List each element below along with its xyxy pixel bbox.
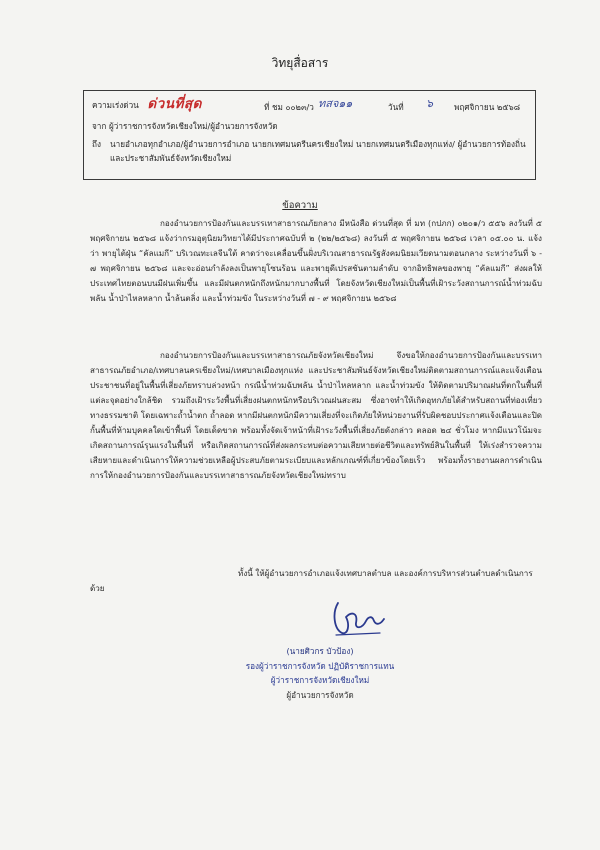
urgency-row	[92, 97, 529, 119]
signatory-position-1: รองผู้ว่าราชการจังหวัด ปฏิบัติราชการแทน	[245, 660, 395, 671]
urgency-label: ความเร่งด่วน	[92, 100, 139, 110]
from-row	[92, 119, 529, 137]
to-label: ถึง	[92, 139, 101, 149]
paragraph-2: กองอำนวยการป้องกันและบรรเทาสาธารณภัยจังหวัดเชียงใหม่ จึงขอให้กองอำนวยการป้องกันและบรรเทาสาธารณภัยอำเภอ/เทศบาลนครเชียงใหม่/เทศบาลเมืองทุกแห่ง และประชาสัมพันธ์จังหวัดเชียงใหม่ติดตามสถานการณ์และแจ้งเตือนประชาชนที่อยู่ในพื้นที่เสี่ยงภัยทราบล่วงหน้า กรณีน้ำท่วมฉับพลัน น้ำป่าไหลหลาก และน้ำท่วมขัง ให้ติดตามปริมาณฝนที่ตกในพื้นที่แต่ละจุดอย่างใกล้ชิด รวมถึงเฝ้าระวังพื้นที่เสี่ยงฝนตกหนักหรือบริเวณฝนสะสม ซึ่งอาจทำให้เกิดอุทกภัยได้สำหรับสถานที่ท่องเที่ยวทางธรรมชาติ โดยเฉพาะถ้ำน้ำตก ถ้ำลอด หากมีฝนตกหนักมีความเสี่ยงที่จะเกิดภัยให้หน่วยงานที่รับผิดชอบประกาศแจ้งเตือนและปิดกั้นพื้นที่ห้ามบุคคลใดเข้าพื้นที่ โดยเด็ดขาด พร้อมทั้งจัดเจ้าหน้าที่เฝ้าระวังพื้นที่เสี่ยงภัยดังกล่าว ตลอด ๒๔ ชั่วโมง หากมีแนวโน้มจะเกิดสถานการณ์รุนแรงในพื้นที่ หรือเกิดสถานการณ์ที่ส่งผลกระทบต่อความเสียหายต่อชีวิตและทรัพย์สินในพื้นที่ ให้เร่งสำรวจความเสียหายและดำเนินการให้ความช่วยเหลือผู้ประสบภัยตามระเบียบและหลักเกณฑ์ที่เกี่ยวข้องโดยเร็ว พร้อมทั้งรายงานผลการดำเนินการให้กองอำนวยการป้องกันและบรรเทาสาธารณภัยจังหวัดเชียงใหม่ทราบ	[90, 350, 542, 480]
urgency-stamp: ด่วนที่สุด	[147, 96, 202, 112]
document-title: วิทยุสื่อสาร	[271, 56, 329, 70]
document-number-handwritten: ทสจ๑๑	[318, 97, 353, 110]
date-month-year: พฤศจิกายน ๒๕๖๘	[454, 102, 521, 112]
section-heading: ข้อความ	[282, 200, 318, 211]
signatory-position-2: ผู้ว่าราชการจังหวัดเชียงใหม่	[270, 675, 370, 685]
to-row	[92, 137, 529, 165]
to-text: นายอำเภอทุกอำเภอ/ผู้อำนวยการอำเภอ นายกเทศมนตรีนครเชียงใหม่ นายกเทศมนตรีเมืองทุกแห่ง/ ผู้อำนวยการท้องถิ่น และประชาสัมพันธ์จังหวัดเชียงใหม่	[110, 139, 526, 163]
signatory-block	[0, 644, 600, 702]
from-text: จาก ผู้ว่าราชการจังหวัดเชียงใหม่/ผู้อำนวยการจังหวัด	[92, 121, 278, 131]
paragraph-1: กองอำนวยการป้องกันและบรรเทาสาธารณภัยกลาง มีหนังสือ ด่วนที่สุด ที่ มท (กปภก) ๐๒๐๑/ว ๕๕๖ ลงวันที่ ๕ พฤศจิกายน ๒๕๖๘ แจ้งว่ากรมอุตุนิยมวิทยาได้มีประกาศฉบับที่ ๒ (๒๒/๒๕๖๘) ลงวันที่ ๕ พฤศจิกายน ๒๕๖๘ เวลา ๐๕.๐๐ น. แจ้งว่า พายุไต้ฝุ่น “คัลแมกี” บริเวณทะเลจีนใต้ คาดว่าจะเคลื่อนขึ้นฝั่งบริเวณสาธารณรัฐสังคมนิยมเวียดนามตอนกลาง ระหว่างวันที่ ๖ - ๗ พฤศจิกายน ๒๕๖๘ และจะอ่อนกำลังลงเป็นพายุโซนร้อน และพายุดีเปรสชันตามลำดับ จากอิทธิพลของพายุ “คัลแมกี” ส่งผลให้ประเทศไทยตอนบนมีฝนเพิ่มขึ้น และมีฝนตกหนักถึงหนักมากบางพื้นที่ โดยจังหวัดเชียงใหม่เป็นพื้นที่เฝ้าระวังสถานการณ์น้ำท่วมฉับพลัน น้ำป่าไหลหลาก น้ำล้นตลิ่ง และน้ำท่วมขัง ในระหว่างวันที่ ๗ - ๙ พฤศจิกายน ๒๕๖๘	[90, 218, 542, 303]
header-box	[83, 90, 536, 180]
date-label: วันที่	[388, 102, 404, 112]
paragraph-3: ทั้งนี้ ให้ผู้อำนวยการอำเภอแจ้งเทศบาลตำบล และองค์การบริหารส่วนตำบลดำเนินการด้วย	[90, 568, 533, 593]
date-day-handwritten: ๖	[426, 97, 433, 110]
signatory-position-3: ผู้อำนวยการจังหวัด	[286, 689, 354, 700]
signatory-name: (นายศิวกร บัวป้อง)	[286, 646, 354, 656]
handwritten-signature	[328, 595, 388, 643]
document-number-label: ที่ ชม ๐๐๒๓/ว	[264, 102, 314, 112]
